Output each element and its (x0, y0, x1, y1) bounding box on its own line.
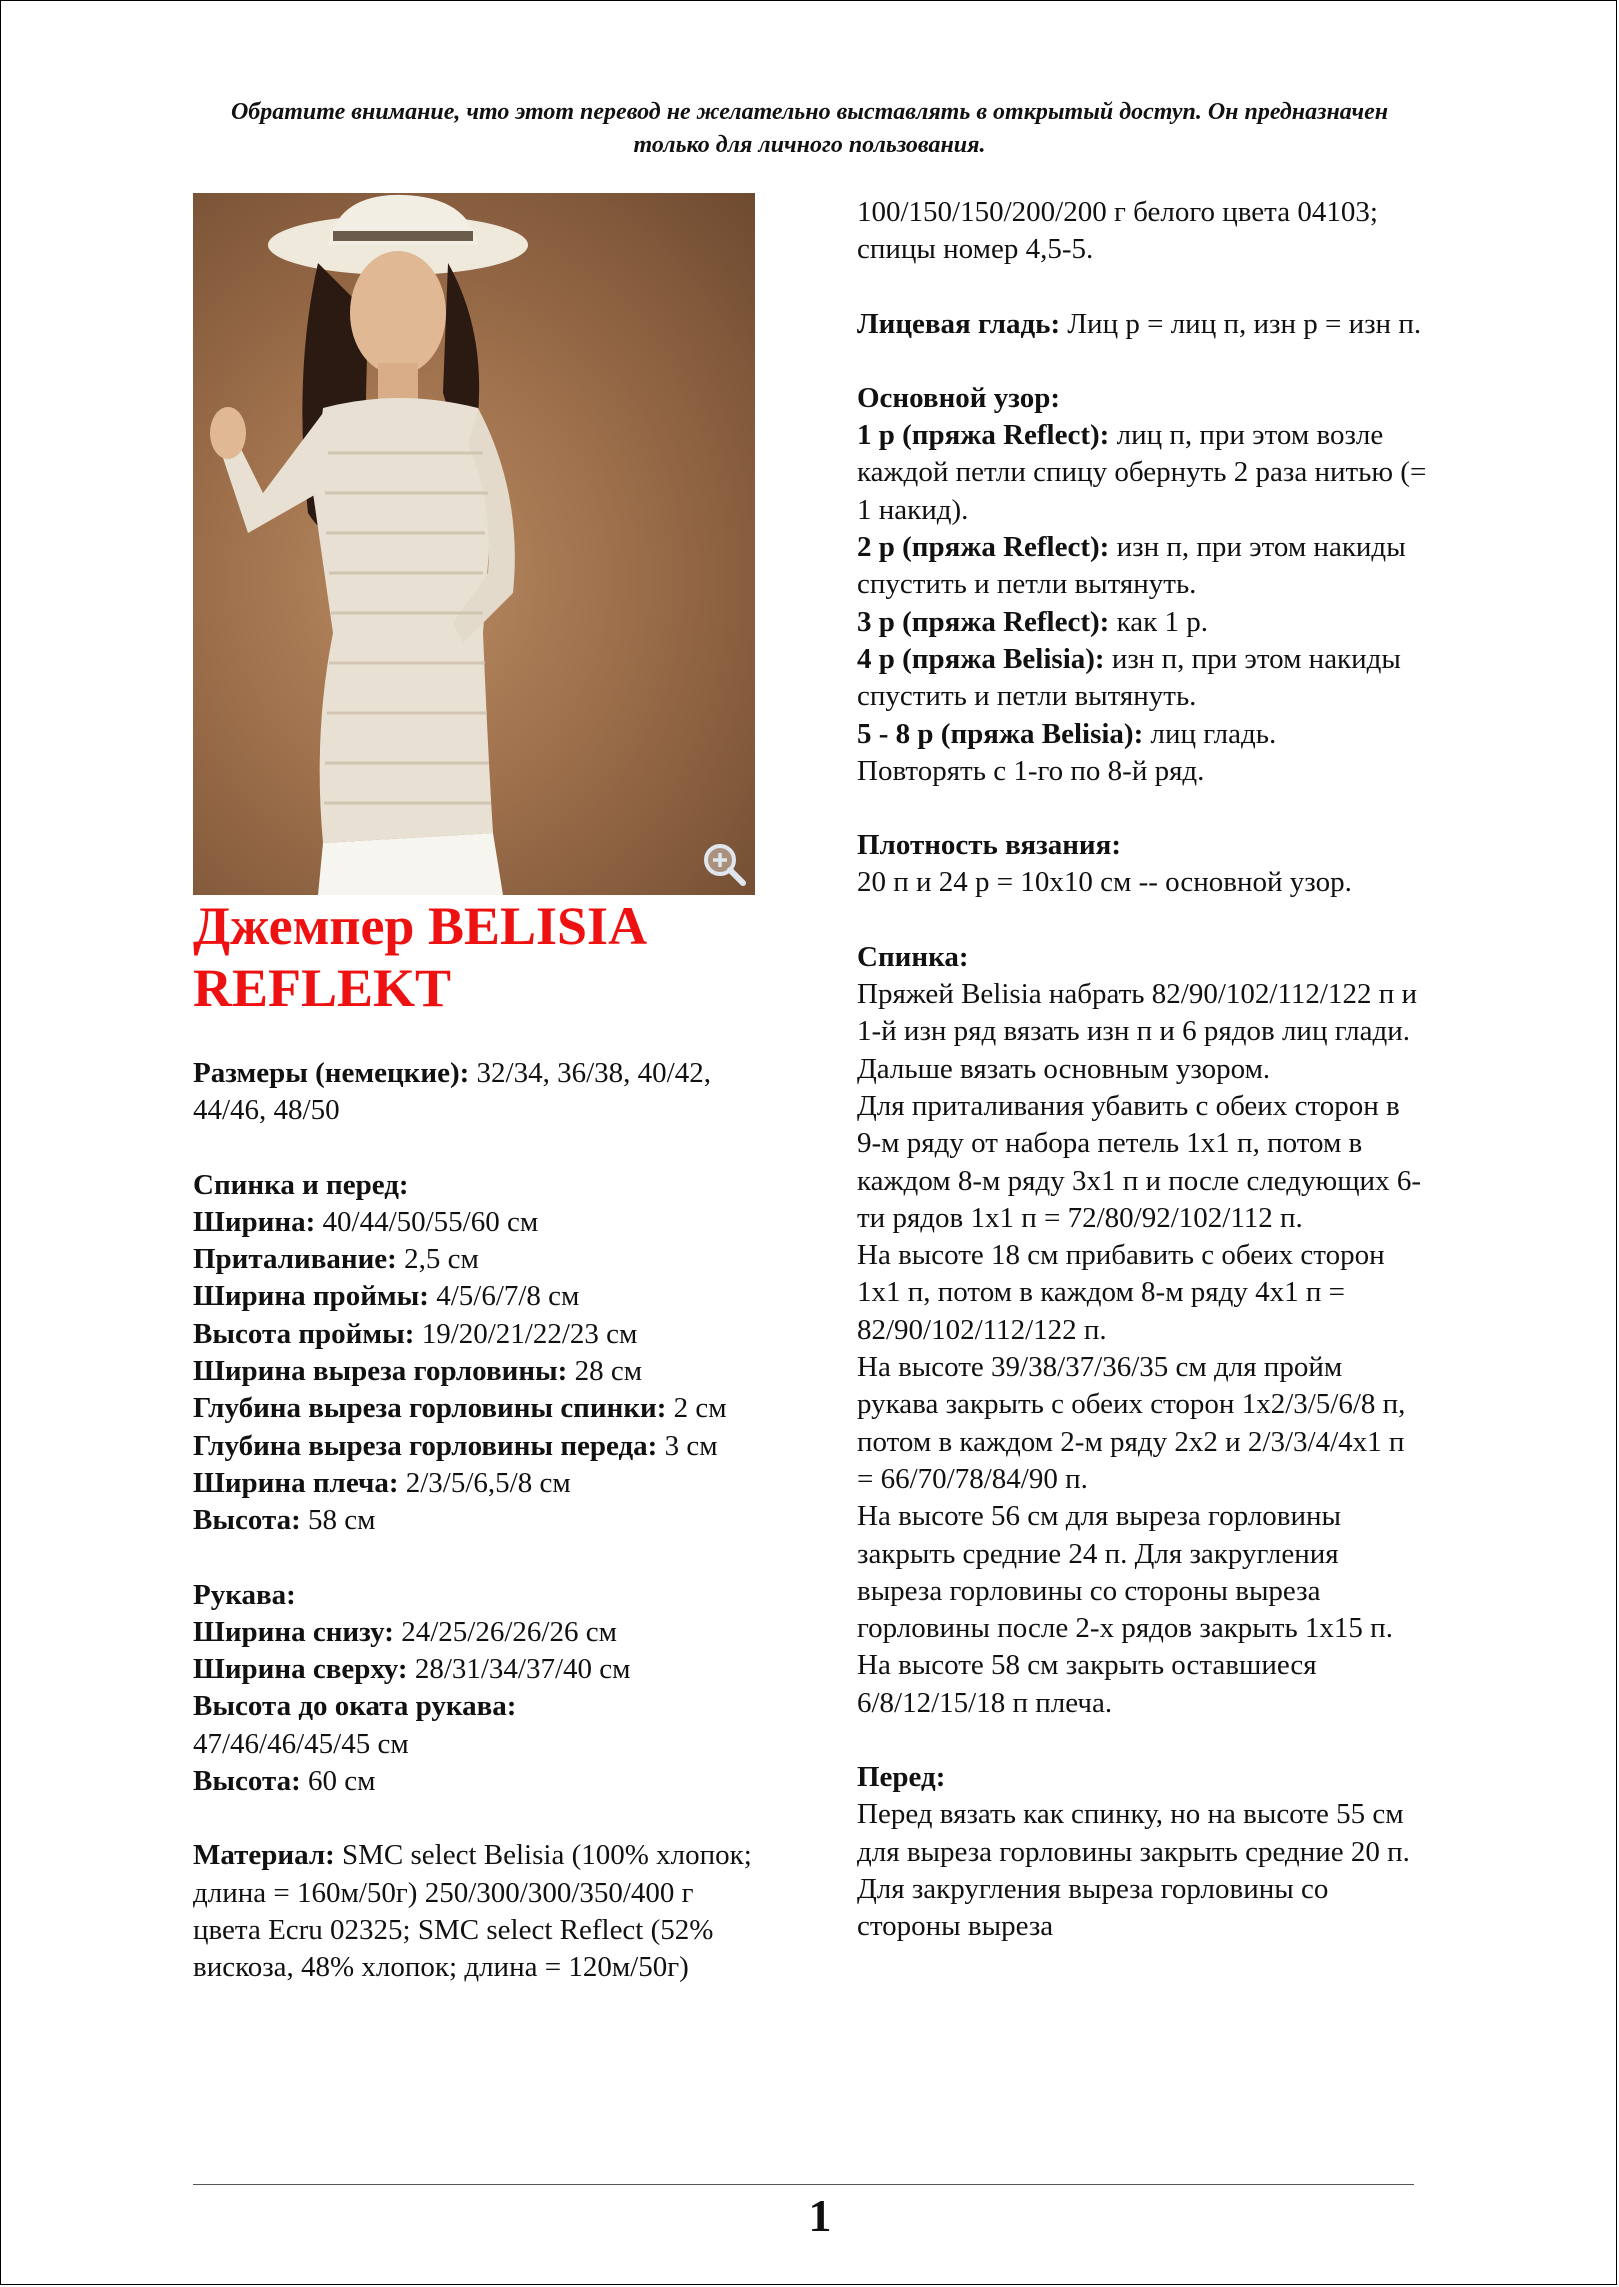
back-paragraph: На высоте 58 см закрыть оставшиеся 6/8/12/15/18 п плеча. (857, 1649, 1317, 1719)
pattern-row: 5 - 8 р (пряжа Belisia): лиц гладь. (857, 717, 1277, 750)
pattern-row: 4 р (пряжа Belisia): изн п, при этом накиды спустить и петли вытянуть. (857, 642, 1401, 713)
spec-row: Глубина выреза горловины переда: 3 см (193, 1429, 718, 1462)
gauge-heading: Плотность вязания: (857, 829, 1121, 862)
spec-row: Ширина выреза горловины: 28 см (193, 1355, 643, 1388)
back-heading: Спинка: (857, 940, 969, 973)
back-paragraph: На высоте 18 см прибавить с обеих сторон 1х1 п, потом в каждом 8-м ряду 4х1 п = 82/90/102/112/122 п. (857, 1239, 1385, 1346)
spec-row: Высота: 60 см (193, 1765, 376, 1798)
pattern-row: 3 р (пряжа Reflect): как 1 р. (857, 605, 1208, 638)
spec-row: Высота: 58 см (193, 1504, 376, 1537)
right-column (857, 194, 1427, 1945)
product-title: Джемпер BELISIA REFLEKT (193, 896, 645, 1018)
front-heading: Перед: (857, 1760, 946, 1793)
page-number: 1 (808, 2190, 832, 2241)
spec-row: Ширина снизу: 24/25/26/26/26 см (193, 1615, 617, 1648)
back-paragraph: Пряжей Belisia набрать 82/90/102/112/122 п и 1-й изн ряд вязать изн п и 6 рядов лиц глади. Дальше вязать основным узором. (857, 978, 1417, 1085)
left-column (193, 1055, 763, 1987)
pattern-row: 1 р (пряжа Reflect): лиц п, при этом возле каждой петли спицу обернуть 2 раза нитью (= 1 накид). (857, 419, 1427, 526)
spec-row: Высота проймы: 19/20/21/22/23 см (193, 1317, 638, 1350)
pattern-row: 2 р (пряжа Reflect): изн п, при этом накиды спустить и петли вытянуть. (857, 531, 1406, 601)
spec-row: Ширина проймы: 4/5/6/7/8 см (193, 1280, 580, 1313)
model-illustration (193, 193, 755, 895)
spec-row: Высота до оката рукава: 47/46/46/45/45 см (193, 1690, 517, 1760)
notice-text: Обратите внимание, что этот перевод не желательно выставлять в открытый доступ. Он предназначен только для личного пользования. (230, 99, 1389, 158)
material-continued: 100/150/150/200/200 г белого цвета 04103; спицы номер 4,5-5. (857, 196, 1378, 266)
pattern-repeat: Повторять с 1-го по 8-й ряд. (857, 754, 1205, 787)
back-paragraph: Для приталивания убавить с обеих сторон в 9-м ряду от набора петель 1х1 п, потом в каждом 8-м ряду 3х1 п и после следующих 6-ти рядов 1х1 п = 72/80/92/102/112 п. (857, 1089, 1421, 1234)
gauge-text: 20 п и 24 р = 10х10 см -- основной узор. (857, 866, 1352, 899)
back-front-heading: Спинка и перед: (193, 1168, 409, 1201)
spec-row: Приталивание: 2,5 см (193, 1243, 479, 1276)
spec-row: Ширина: 40/44/50/55/60 см (193, 1205, 539, 1238)
spec-row: Ширина сверху: 28/31/34/37/40 см (193, 1653, 631, 1686)
spec-row: Ширина плеча: 2/3/5/6,5/8 см (193, 1466, 571, 1499)
zoom-in-icon[interactable] (701, 841, 747, 887)
main-pattern-heading: Основной узор: (857, 381, 1061, 414)
sizes-line: Размеры (немецкие): 32/34, 36/38, 40/42, 44/46, 48/50 (193, 1057, 711, 1127)
material-paragraph: Материал: SMC select Belisia (100% хлопок; длина = 160м/50г) 250/300/300/350/400 г цвета Ecru 02325; SMC select Reflect (52% вискоза, 48% хлопок; длина = 120м/50г) (193, 1839, 752, 1984)
spec-row: Глубина выреза горловины спинки: 2 см (193, 1392, 727, 1425)
front-paragraph: Перед вязать как спинку, но на высоте 55 см для выреза горловины закрыть средние 20 п. Для закругления выреза горловины со стороны выреза (857, 1798, 1410, 1943)
footer-divider (193, 2184, 1414, 2185)
sleeves-heading: Рукава: (193, 1578, 296, 1611)
back-paragraph: На высоте 39/38/37/36/35 см для пройм рукава закрыть с обеих сторон 1х2/3/5/6/8 п, потом в каждом 2-м ряду 2х2 и 2/3/3/4/4х1 п = 66/70/78/84/90 п. (857, 1351, 1406, 1495)
back-paragraph: На высоте 56 см для выреза горловины закрыть средние 24 п. Для закругления выреза горловины со стороны выреза горловины после 2-х рядов закрыть 1х15 п. (857, 1500, 1393, 1645)
stockinette-line: Лицевая гладь: Лиц р = лиц п, изн р = изн п. (857, 307, 1422, 340)
product-photo[interactable] (193, 193, 755, 895)
